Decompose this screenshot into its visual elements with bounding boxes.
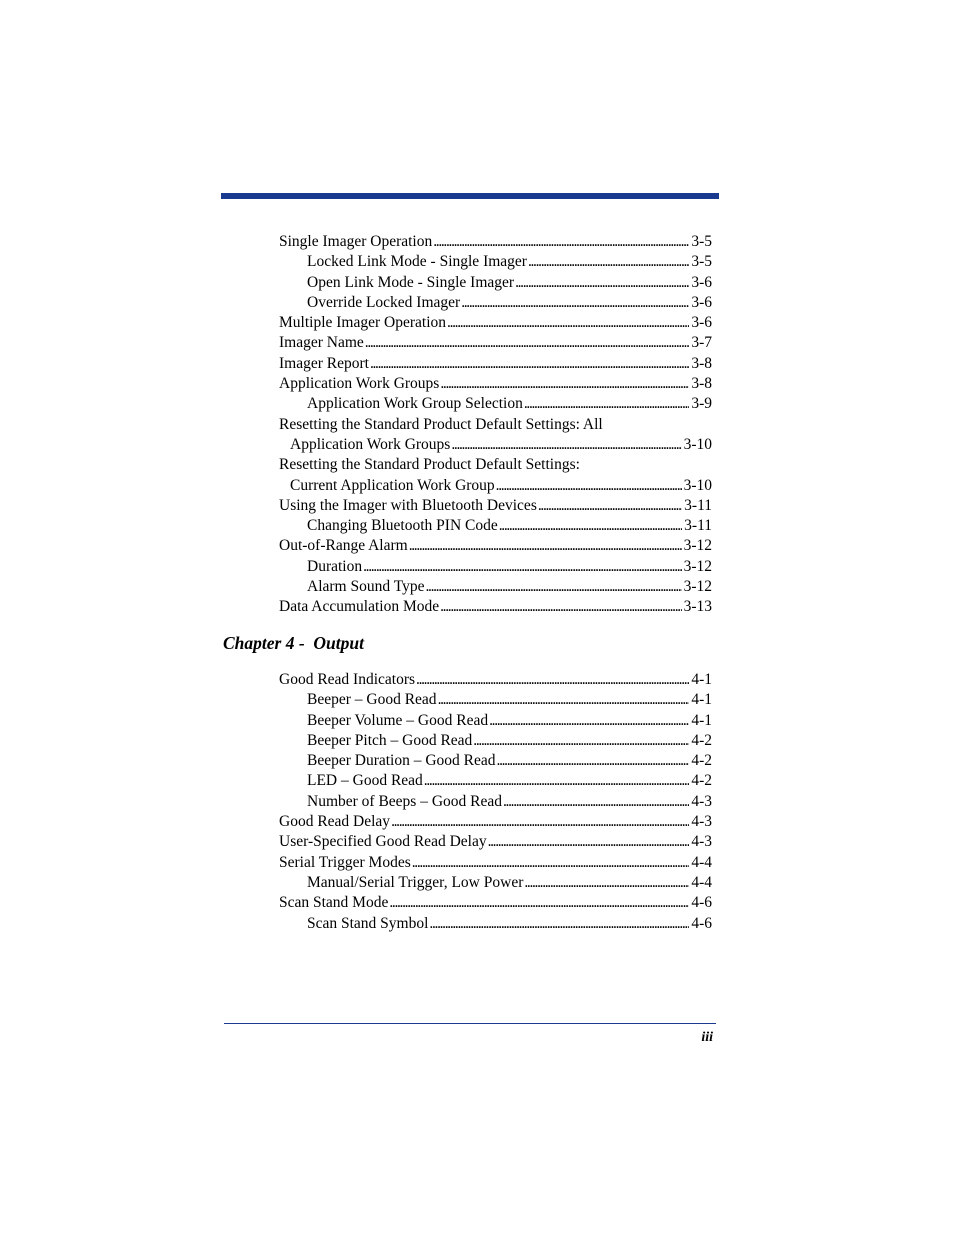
toc-entry-title: Out-of-Range Alarm [279, 537, 408, 555]
toc-entry-page: 4-3 [691, 813, 712, 831]
toc-entry-title: Application Work Group Selection [307, 395, 523, 413]
toc-entry-title: LED – Good Read [307, 772, 423, 790]
toc-entry[interactable] [279, 394, 712, 414]
dot-leader [488, 832, 690, 852]
toc-entry[interactable] [279, 832, 712, 852]
toc-entry-title: Changing Bluetooth PIN Code [307, 517, 498, 535]
dot-leader [524, 873, 689, 893]
dot-leader [363, 557, 681, 577]
toc-entry[interactable] [279, 873, 712, 893]
toc-entry[interactable] [279, 731, 712, 751]
toc-entry-title: Beeper Pitch – Good Read [307, 731, 473, 749]
toc-entry-page: 4-1 [691, 691, 712, 709]
dot-leader [365, 333, 690, 353]
toc-entry[interactable] [279, 293, 712, 313]
toc-entry-title: Manual/Serial Trigger, Low Power [307, 873, 524, 891]
toc-entry-title: Imager Report [279, 354, 369, 372]
toc-entry-page: 3-13 [683, 598, 712, 616]
toc-entry-title: Number of Beeps – Good Read [307, 792, 502, 810]
toc-entry-page: 4-6 [691, 894, 712, 912]
toc-entry[interactable] [279, 476, 712, 496]
dot-leader [425, 577, 681, 597]
dot-leader [424, 771, 690, 791]
toc-entry-page: 3-7 [691, 334, 712, 352]
dot-leader [461, 293, 689, 313]
dot-leader [524, 394, 689, 414]
toc-entry-title: Scan Stand Symbol [307, 914, 429, 932]
toc-entry-page: 3-12 [683, 578, 712, 596]
dot-leader [440, 597, 681, 617]
toc-entry-title: Application Work Groups [290, 435, 451, 453]
toc-entry-page: 3-6 [691, 293, 712, 311]
toc-entry[interactable] [279, 435, 712, 455]
toc-entry-title: Alarm Sound Type [307, 578, 425, 596]
toc-entry-page: 4-2 [691, 772, 712, 790]
toc-entry[interactable] [279, 496, 712, 516]
toc-list-chapter-3 [279, 232, 712, 618]
toc-entry-page: 3-8 [691, 354, 712, 372]
toc-entry-title: Good Read Indicators [279, 671, 416, 688]
toc-entry-title: Locked Link Mode - Single Imager [307, 253, 527, 271]
footer-rule [224, 1023, 716, 1024]
toc-entry-title: Duration [307, 557, 363, 575]
toc-entry[interactable] [279, 354, 712, 374]
toc-entry-page: 4-1 [691, 711, 712, 729]
dot-leader [409, 536, 682, 556]
toc-entry-page: 3-5 [691, 253, 712, 271]
toc-entry-page: 4-2 [691, 752, 712, 770]
toc-entry[interactable] [279, 792, 712, 812]
toc-entry-title: Good Read Delay [279, 813, 391, 831]
toc-entry-title: Open Link Mode - Single Imager [307, 273, 515, 291]
toc-entry[interactable] [279, 536, 712, 556]
toc-entry[interactable] [279, 374, 712, 394]
toc-entry-page: 3-9 [691, 395, 712, 413]
toc-entry-title: Data Accumulation Mode [279, 598, 440, 616]
toc-entry-title: Beeper Duration – Good Read [307, 752, 496, 770]
toc-entry-title: Serial Trigger Modes [279, 853, 411, 871]
dot-leader [497, 751, 690, 771]
toc-entry[interactable] [279, 273, 712, 293]
toc-entry-page: 3-5 [691, 233, 712, 250]
toc-entry-title: Current Application Work Group [290, 476, 495, 494]
dot-leader [473, 731, 689, 751]
toc-entry-page: 3-8 [691, 375, 712, 393]
toc-entry[interactable] [279, 670, 712, 690]
toc-entry[interactable] [279, 853, 712, 873]
toc-entry[interactable] [279, 333, 712, 353]
toc-entry-title: Multiple Imager Operation [279, 314, 447, 332]
toc-entry-title-line: Resetting the Standard Product Default Settings: [279, 456, 580, 474]
toc-entry-title: Application Work Groups [279, 375, 440, 393]
dot-leader [496, 476, 682, 496]
toc-entry-title-line: Resetting the Standard Product Default Settings: All [279, 415, 603, 433]
toc-entry-title: Single Imager Operation [279, 233, 433, 250]
page-number: iii [701, 1030, 713, 1045]
toc-list-chapter-4 [279, 670, 712, 934]
toc-entry-title: Imager Name [279, 334, 364, 352]
dot-leader [503, 792, 689, 812]
toc-entry-title: Using the Imager with Bluetooth Devices [279, 496, 537, 514]
toc-entry[interactable] [279, 516, 712, 536]
toc-entry-page: 3-10 [683, 435, 712, 453]
toc-entry-page: 3-6 [691, 314, 712, 332]
toc-entry-page: 3-12 [683, 557, 712, 575]
toc-entry-page: 4-4 [691, 873, 712, 891]
toc-entry[interactable] [279, 577, 712, 597]
toc-entry-page: 3-12 [683, 537, 712, 555]
toc-entry-title: User-Specified Good Read Delay [279, 833, 487, 851]
chapter-heading: Chapter 4 - Output [223, 633, 364, 653]
header-rule [221, 193, 719, 199]
toc-entry-page: 3-11 [684, 496, 712, 514]
dot-leader [429, 914, 689, 934]
dot-leader [528, 252, 689, 272]
toc-entry-page: 3-11 [684, 517, 712, 535]
toc-entry-page: 4-6 [691, 914, 712, 932]
toc-entry-title: Beeper – Good Read [307, 691, 437, 709]
dot-leader [433, 232, 689, 252]
toc-entry-title: Beeper Volume – Good Read [307, 711, 489, 729]
dot-leader [416, 670, 689, 690]
toc-entry-page: 3-10 [683, 476, 712, 494]
dot-leader [447, 313, 689, 333]
toc-entry-page: 4-3 [691, 792, 712, 810]
dot-leader [389, 893, 689, 913]
toc-entry[interactable] [279, 751, 712, 771]
toc-entry-page: 4-3 [691, 833, 712, 851]
toc-entry[interactable] [279, 690, 712, 710]
dot-leader [515, 273, 689, 293]
dot-leader [412, 853, 690, 873]
toc-entry[interactable] [279, 771, 712, 791]
toc-entry-page: 4-4 [691, 853, 712, 871]
toc-entry-title: Scan Stand Mode [279, 894, 389, 912]
toc-entry[interactable] [279, 557, 712, 577]
toc-entry[interactable] [279, 313, 712, 333]
toc-entry[interactable] [279, 812, 712, 832]
dot-leader [451, 435, 681, 455]
toc-entry[interactable] [279, 252, 712, 272]
toc-entry-title: Override Locked Imager [307, 293, 461, 311]
toc-entry[interactable] [279, 914, 712, 934]
dot-leader [538, 496, 682, 516]
dot-leader [489, 711, 689, 731]
dot-leader [370, 354, 689, 374]
dot-leader [391, 812, 689, 832]
dot-leader [499, 516, 682, 536]
toc-entry-page: 4-1 [691, 671, 712, 688]
toc-entry[interactable] [279, 597, 712, 617]
toc-entry[interactable] [279, 893, 712, 913]
toc-entry[interactable] [279, 232, 712, 252]
toc-entry-page: 4-2 [691, 731, 712, 749]
toc-entry-page: 3-6 [691, 273, 712, 291]
dot-leader [440, 374, 689, 394]
dot-leader [438, 690, 690, 710]
toc-entry[interactable] [279, 711, 712, 731]
